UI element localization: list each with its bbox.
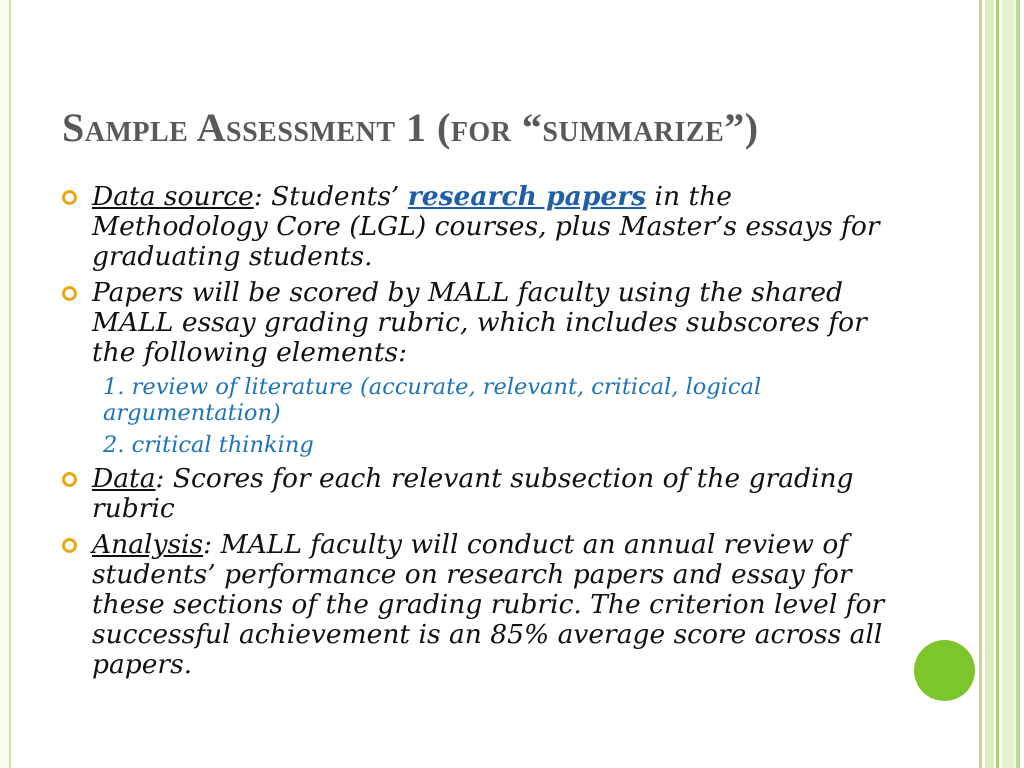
bullet-icon: [62, 286, 77, 301]
bullet-data-source: [62, 182, 892, 272]
stripe: [1016, 0, 1020, 768]
stripe: [1002, 0, 1014, 768]
subitem-review-of-literature: 1. review of literature (accurate, relevant, critical, logical argumentation): [103, 374, 762, 426]
research-papers-link[interactable]: research papers: [407, 181, 647, 212]
bullet-scoring: [62, 278, 892, 368]
stripe: [979, 0, 982, 768]
bullet-label: Data source: [92, 181, 254, 212]
bullet-text: : Students’: [253, 181, 408, 212]
bullet-data: [62, 464, 892, 524]
bullet-text: : Scores for each relevant subsection of the grading rubric: [92, 463, 854, 524]
bullet-text: : MALL faculty will conduct an annual review of students’ performance on research papers and essay for these sections of the grading rubric. The criterion level for successful achievement is an 85% average score across all papers.: [92, 529, 885, 680]
bullet-label: Analysis: [92, 529, 204, 560]
subitem-critical-thinking: 2. critical thinking: [103, 432, 314, 458]
bullet-icon: [62, 472, 77, 487]
bullet-icon: [62, 538, 77, 553]
stripe: [985, 0, 994, 768]
bullet-text: in the Methodology Core (LGL) courses, plus Master’s essays for graduating students.: [92, 181, 880, 272]
stripe: [996, 0, 999, 768]
bullet-analysis: [62, 530, 892, 680]
bullet-icon: [62, 190, 77, 205]
slide-title: Sample Assessment 1 (for “summarize”): [62, 105, 759, 150]
slide-content: [62, 182, 892, 686]
bullet-label: Data: [92, 463, 156, 494]
green-circle-decoration: [914, 640, 975, 701]
left-border: [0, 0, 11, 768]
bullet-text: Papers will be scored by MALL faculty using the shared MALL essay grading rubric, which includes subscores for the following elements:: [92, 277, 867, 368]
right-decorative-stripes: [979, 0, 1024, 768]
